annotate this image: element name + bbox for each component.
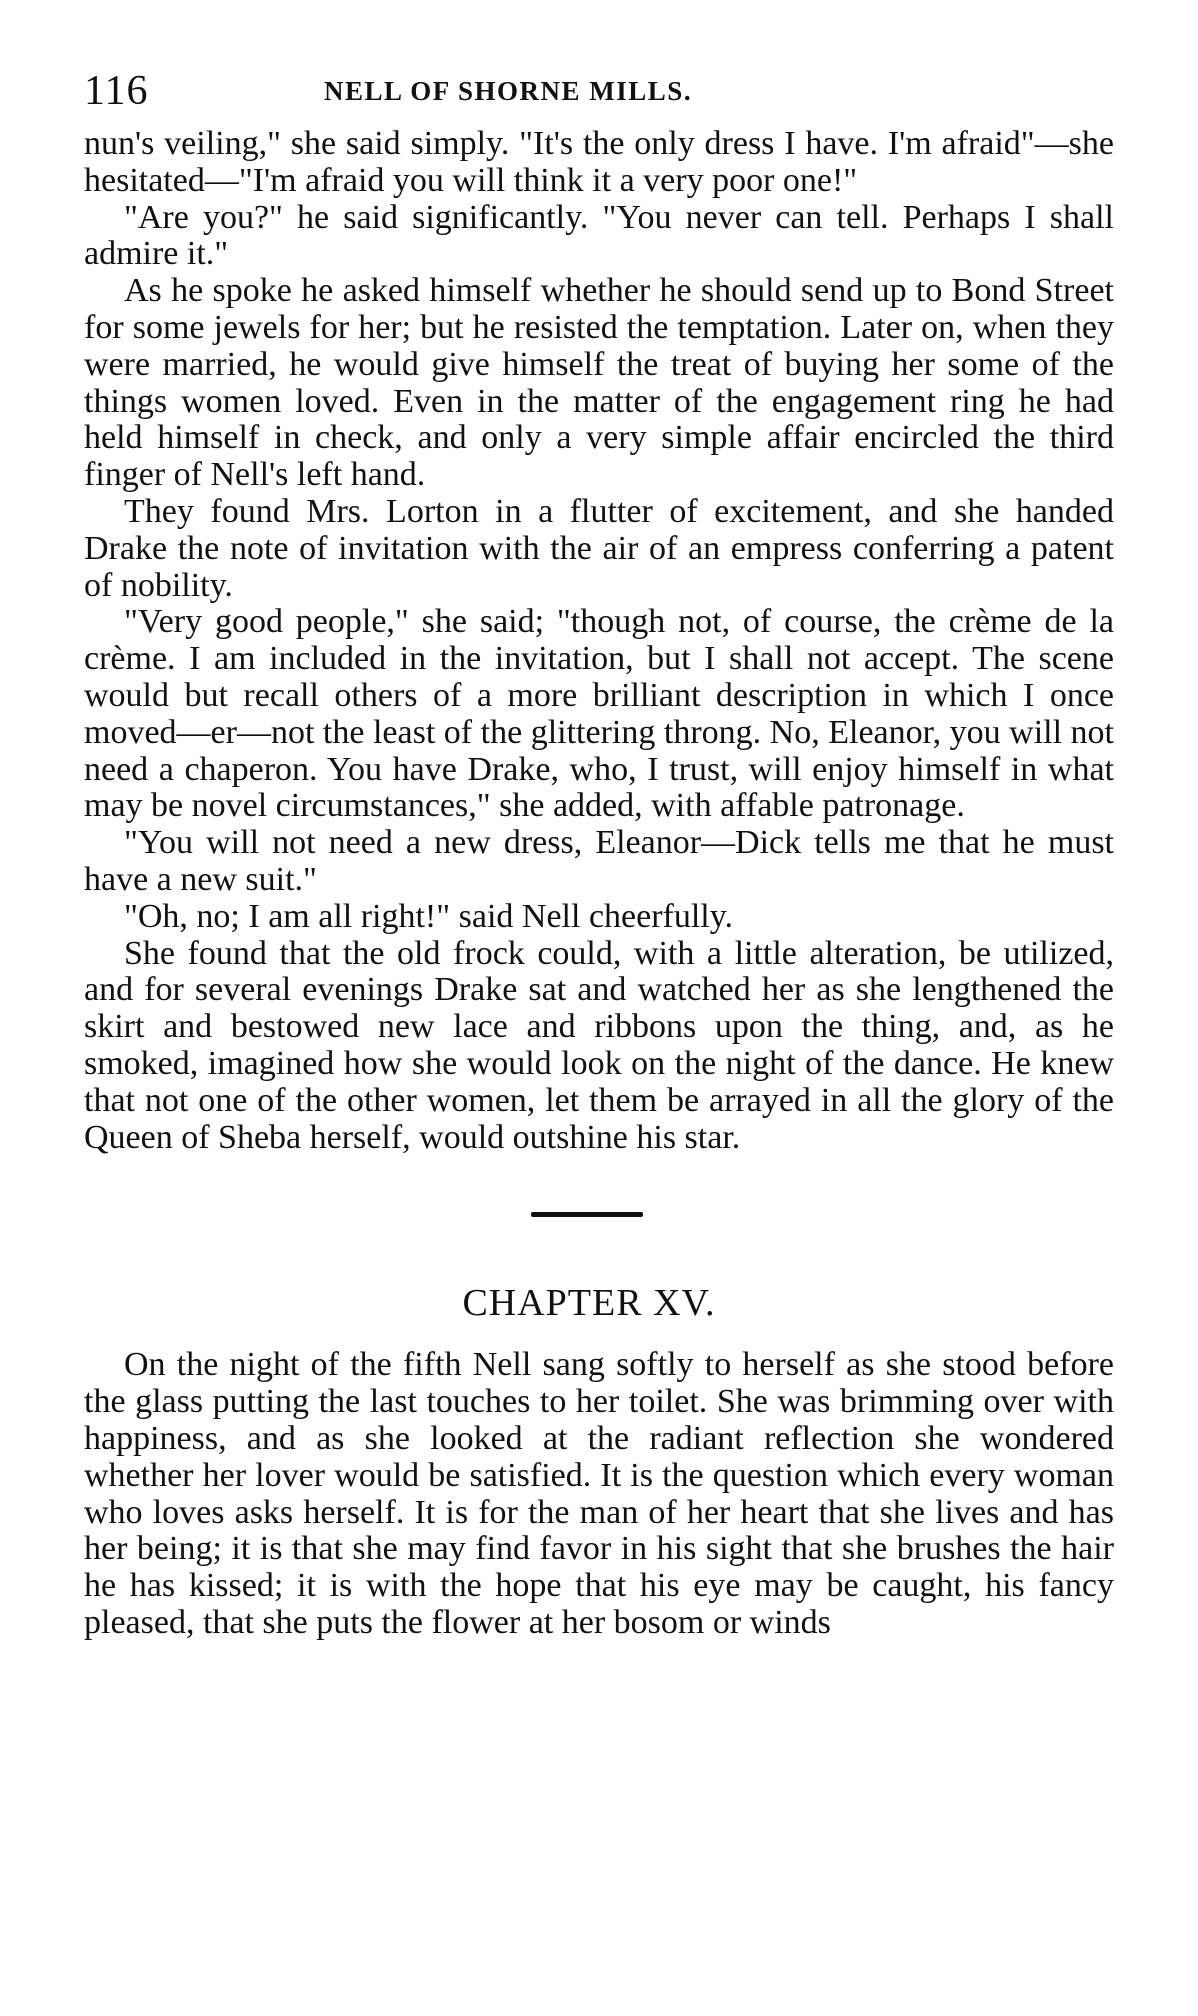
running-head [84,66,1114,126]
book-title: NELL OF SHORNE MILLS. [324,76,693,106]
paragraph: "You will not need a new dress, Eleanor—Dick tells me that he must have a new suit." [84,824,1114,898]
paragraph: They found Mrs. Lorton in a flutter of excitement, and she handed Drake the note of invitation with the air of an empress conferring a patent of nobility. [84,492,1114,604]
paragraph: "Oh, no; I am all right!" said Nell cheerfully. [124,897,734,935]
paragraph: "Are you?" he said significantly. "You never can tell. Perhaps I shall admire it." [84,198,1114,273]
paragraph: "Very good people," she said; "though not, of course, the crème de la crème. I am included in the invitation, but I shall not accept. The scene would but recall others of a more brilliant description in which I once moved—er—not the least of the glittering throng. No, Eleanor, you will not need a chaperon. You have Drake, who, I trust, will enjoy himself in what may be novel circumstances," she added, with affable patronage. [84,603,1114,825]
chapter-body [84,1347,1114,1641]
body-text [84,126,1114,1156]
paragraph: As he spoke he asked himself whether he should send up to Bond Street for some jewels for her; but he resisted the temptation. Later on, when they were married, he would give himself the treat of buying her some of the things women loved. Even in the matter of the engagement ring he had held himself in check, and only a very simple affair encircled the third finger of Nell's left hand. [84,272,1114,494]
book-page [84,66,1114,1642]
page-number: 116 [84,68,149,114]
chapter-paragraph: On the night of the fifth Nell sang softly to herself as she stood before the glass putting the last touches to her toilet. She was brimming over with happiness, and as she looked at the radiant reflection she wondered whether her lover would be satisfied. It is the question which every woman who loves asks herself. It is for the man of her heart that she lives and has her being; it is that she may find favor in his sight that she brushes the hair he has kissed; it is with the hope that his eye may be caught, his fancy pleased, that she puts the flower at her bosom or winds [84,1346,1114,1641]
section-divider [531,1212,643,1217]
paragraph: She found that the old frock could, with a little alteration, be utilized, and for several evenings Drake sat and watched her as she lengthened the skirt and bestowed new lace and ribbons upon the thing, and, as he smoked, imagined how she would look on the night of the dance. He knew that not one of the other women, let them be arrayed in all the glory of the Queen of Sheba herself, would outshine his star. [84,934,1114,1156]
paragraph-continued: nun's veiling," she said simply. "It's the only dress I have. I'm afraid"—she hesitated—"I'm afraid you will think it a very poor one!" [84,125,1114,199]
chapter-heading: CHAPTER XV. [462,1282,716,1325]
